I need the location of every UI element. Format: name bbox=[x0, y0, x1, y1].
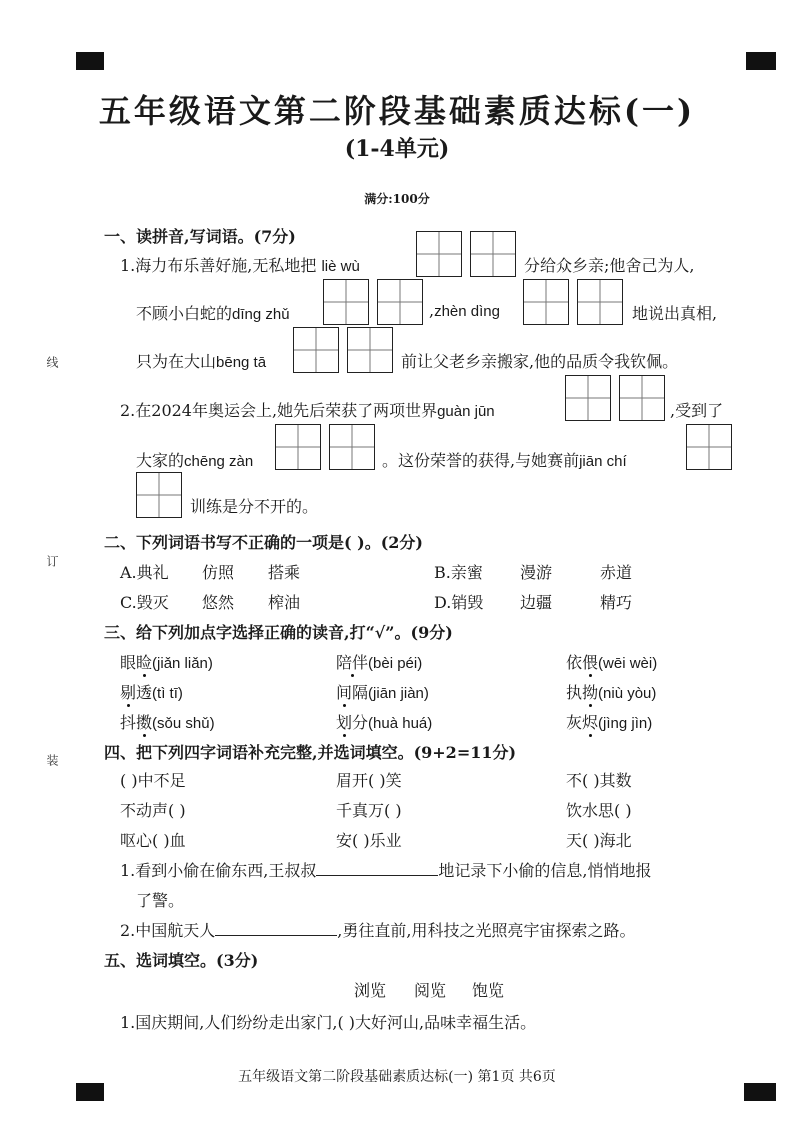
pron-char-dotted: 陪伴 bbox=[336, 653, 369, 672]
option-c-word3: 榨油 bbox=[268, 593, 301, 612]
s1-q1-line1 bbox=[120, 253, 360, 276]
pron-item-huafen[interactable] bbox=[336, 710, 432, 733]
s4-q1-line1 bbox=[120, 858, 651, 881]
idiom-blank[interactable]: ( )中不足 bbox=[120, 771, 186, 790]
s4-q2-after: ,勇往直前,用科技之光照亮宇宙探索之路。 bbox=[337, 921, 636, 940]
s4-q1-after: 地记录下小偷的信息,悄悄地报 bbox=[438, 861, 652, 880]
pron-char: 执 bbox=[566, 683, 583, 702]
binding-mark-line: 线 bbox=[45, 356, 59, 368]
writing-grid[interactable] bbox=[470, 231, 516, 277]
option-a-word2: 仿照 bbox=[202, 563, 235, 582]
page-title: 五年级语文第二阶段基础素质达标(一) bbox=[98, 92, 696, 130]
writing-grid[interactable] bbox=[136, 472, 182, 518]
pron-char-dotted: 拗 bbox=[582, 683, 599, 702]
comma: , bbox=[429, 301, 435, 320]
pron-char: 依 bbox=[566, 653, 583, 672]
idiom-blank[interactable]: 千真万( ) bbox=[336, 801, 402, 820]
idiom-blank[interactable]: 呕心( )血 bbox=[120, 831, 186, 850]
pron-item-peiban[interactable] bbox=[336, 650, 422, 673]
option-a-word1: A.典礼 bbox=[120, 563, 169, 582]
answer-blank[interactable] bbox=[316, 861, 438, 876]
idiom-blank[interactable]: 天( )海北 bbox=[566, 831, 632, 850]
s4-q2 bbox=[120, 918, 635, 941]
pron-options: (wēi wèi) bbox=[598, 655, 658, 672]
writing-grid[interactable] bbox=[293, 327, 339, 373]
s1-q1-line2-mid bbox=[429, 301, 500, 320]
pron-char-dotted: 擞 bbox=[136, 713, 153, 732]
s1-q2-line1 bbox=[120, 398, 495, 421]
s1-q1-line2-after: 地说出真相, bbox=[632, 304, 718, 323]
section-2-heading: 二、下列词语书写不正确的一项是( )。(2分) bbox=[104, 533, 423, 552]
writing-grid[interactable] bbox=[323, 279, 369, 325]
writing-grid[interactable] bbox=[329, 424, 375, 470]
option-b-word2: 漫游 bbox=[520, 563, 553, 582]
option-c-word2: 悠然 bbox=[202, 593, 235, 612]
full-score: 满分:100分 bbox=[364, 192, 430, 206]
page-subtitle: (1-4单元) bbox=[344, 136, 450, 162]
pron-options: (tì tī) bbox=[152, 685, 183, 702]
pron-item-huijin[interactable] bbox=[566, 710, 652, 733]
pron-char-dotted: 烬 bbox=[582, 713, 599, 732]
word-choice-1: 浏览 bbox=[354, 981, 387, 1000]
option-d[interactable] bbox=[434, 590, 633, 613]
s1-q2-line1-after: ,受到了 bbox=[670, 401, 724, 420]
s1-q1-line3-after: 前让父老乡亲搬家,他的品质令我钦佩。 bbox=[401, 352, 679, 371]
pron-char: 眼 bbox=[120, 653, 137, 672]
option-b-word3: 赤道 bbox=[600, 563, 633, 582]
pron-char: 分 bbox=[352, 713, 369, 732]
idiom-blank[interactable]: 眉开( )笑 bbox=[336, 771, 402, 790]
pron-item-jiange[interactable] bbox=[336, 680, 429, 703]
idiom-blank[interactable]: 饮水思( ) bbox=[566, 801, 632, 820]
section-5-heading: 五、选词填空。(3分) bbox=[104, 951, 259, 970]
idiom-blank[interactable]: 不动声( ) bbox=[120, 801, 186, 820]
writing-grid[interactable] bbox=[619, 375, 665, 421]
s1-q1-line2 bbox=[136, 301, 290, 324]
pron-char: 抖 bbox=[120, 713, 137, 732]
option-c-word1: C.毁灭 bbox=[120, 593, 169, 612]
s1-q2-line3: 训练是分不开的。 bbox=[190, 497, 319, 516]
pron-char: 灰 bbox=[566, 713, 583, 732]
option-d-word1: D.销毁 bbox=[434, 593, 484, 612]
s1-q1-text: 1.海力布乐善好施,无私地把 bbox=[120, 256, 317, 275]
pron-char: 隔 bbox=[352, 683, 369, 702]
pron-item-dousou[interactable] bbox=[120, 710, 215, 733]
pinyin-bengta: bēng tā bbox=[216, 354, 267, 371]
writing-grid[interactable] bbox=[686, 424, 732, 470]
page-footer: 五年级语文第二阶段基础素质达标(一) 第1页 共6页 bbox=[238, 1069, 556, 1085]
s4-q2-text: 2.中国航天人 bbox=[120, 921, 216, 940]
s1-q2-line2-mid bbox=[382, 448, 627, 471]
pinyin-chengzan: chēng zàn bbox=[184, 453, 254, 470]
pron-options: (jìng jìn) bbox=[598, 715, 653, 732]
pron-item-titou[interactable] bbox=[120, 680, 183, 703]
pinyin-zhending: zhèn dìng bbox=[434, 303, 500, 320]
pron-char-dotted: 睑 bbox=[136, 653, 153, 672]
s1-q2-text: 2.在2024年奥运会上,她先后荣获了两项世界 bbox=[120, 401, 438, 420]
writing-grid[interactable] bbox=[523, 279, 569, 325]
pron-options: (jiǎn liǎn) bbox=[152, 655, 213, 672]
s1-q2-line2 bbox=[136, 448, 253, 471]
pron-options: (niù yòu) bbox=[598, 685, 657, 702]
option-b[interactable] bbox=[434, 560, 633, 583]
s5-q1[interactable]: 1.国庆期间,人们纷纷走出家门,( )大好河山,品味幸福生活。 bbox=[120, 1013, 537, 1032]
pron-item-zhiniu[interactable] bbox=[566, 680, 656, 703]
writing-grid[interactable] bbox=[377, 279, 423, 325]
s1-q1-line1-after: 分给众乡亲;他舍己为人, bbox=[524, 256, 695, 275]
pron-item-yanjian[interactable] bbox=[120, 650, 213, 673]
word-choice-3: 饱览 bbox=[472, 981, 505, 1000]
option-a-word3: 搭乘 bbox=[268, 563, 301, 582]
idiom-blank[interactable]: 不( )其数 bbox=[566, 771, 632, 790]
option-a[interactable] bbox=[120, 560, 301, 583]
pron-item-yiwei[interactable] bbox=[566, 650, 657, 673]
s1-q1-line3 bbox=[136, 349, 266, 372]
pinyin-dingzhu: dīng zhǔ bbox=[232, 306, 290, 323]
idiom-blank[interactable]: 安( )乐业 bbox=[336, 831, 402, 850]
pron-options: (jiān jiàn) bbox=[368, 685, 429, 702]
s4-q1-line2: 了警。 bbox=[136, 891, 185, 910]
pron-char: 透 bbox=[136, 683, 153, 702]
pinyin-guanjun: guàn jūn bbox=[437, 403, 495, 420]
registration-mark-top-right bbox=[746, 52, 776, 70]
pron-char-dotted: 剔 bbox=[120, 683, 137, 702]
pron-char-dotted: 偎 bbox=[582, 653, 599, 672]
binding-mark-install: 装 bbox=[45, 754, 59, 766]
pron-options: (sǒu shǔ) bbox=[152, 715, 215, 732]
word-choice-2: 阅览 bbox=[414, 981, 447, 1000]
answer-blank[interactable] bbox=[215, 921, 337, 936]
writing-grid[interactable] bbox=[347, 327, 393, 373]
pron-char-dotted: 划 bbox=[336, 713, 353, 732]
option-c[interactable] bbox=[120, 590, 301, 613]
writing-grid[interactable] bbox=[565, 375, 611, 421]
pinyin-liewu: liè wù bbox=[321, 258, 360, 275]
pron-options: (bèi péi) bbox=[368, 655, 423, 672]
option-d-word3: 精巧 bbox=[600, 593, 633, 612]
section-3-heading: 三、给下列加点字选择正确的读音,打“√”。(9分) bbox=[104, 623, 453, 642]
writing-grid[interactable] bbox=[416, 231, 462, 277]
s1-q2-text3: 。这份荣誉的获得,与她赛前 bbox=[382, 451, 580, 470]
s4-q1-text: 1.看到小偷在偷东西,王叔叔 bbox=[120, 861, 317, 880]
pinyin-jianchi: jiān chí bbox=[579, 453, 627, 470]
option-d-word2: 边疆 bbox=[520, 593, 553, 612]
section-1-heading: 一、读拼音,写词语。(7分) bbox=[104, 227, 296, 246]
section-4-heading: 四、把下列四字词语补充完整,并选词填空。(9+2=11分) bbox=[104, 743, 517, 762]
writing-grid[interactable] bbox=[577, 279, 623, 325]
option-b-word1: B.亲蜜 bbox=[434, 563, 483, 582]
s1-q1-text2: 不顾小白蛇的 bbox=[136, 304, 233, 323]
pron-char-dotted: 间 bbox=[336, 683, 353, 702]
s1-q1-text3: 只为在大山 bbox=[136, 352, 217, 371]
pron-options: (huà huá) bbox=[368, 715, 433, 732]
registration-mark-top-left bbox=[76, 52, 104, 70]
writing-grid[interactable] bbox=[275, 424, 321, 470]
binding-mark-order: 订 bbox=[45, 555, 59, 567]
s1-q2-text2: 大家的 bbox=[136, 451, 185, 470]
